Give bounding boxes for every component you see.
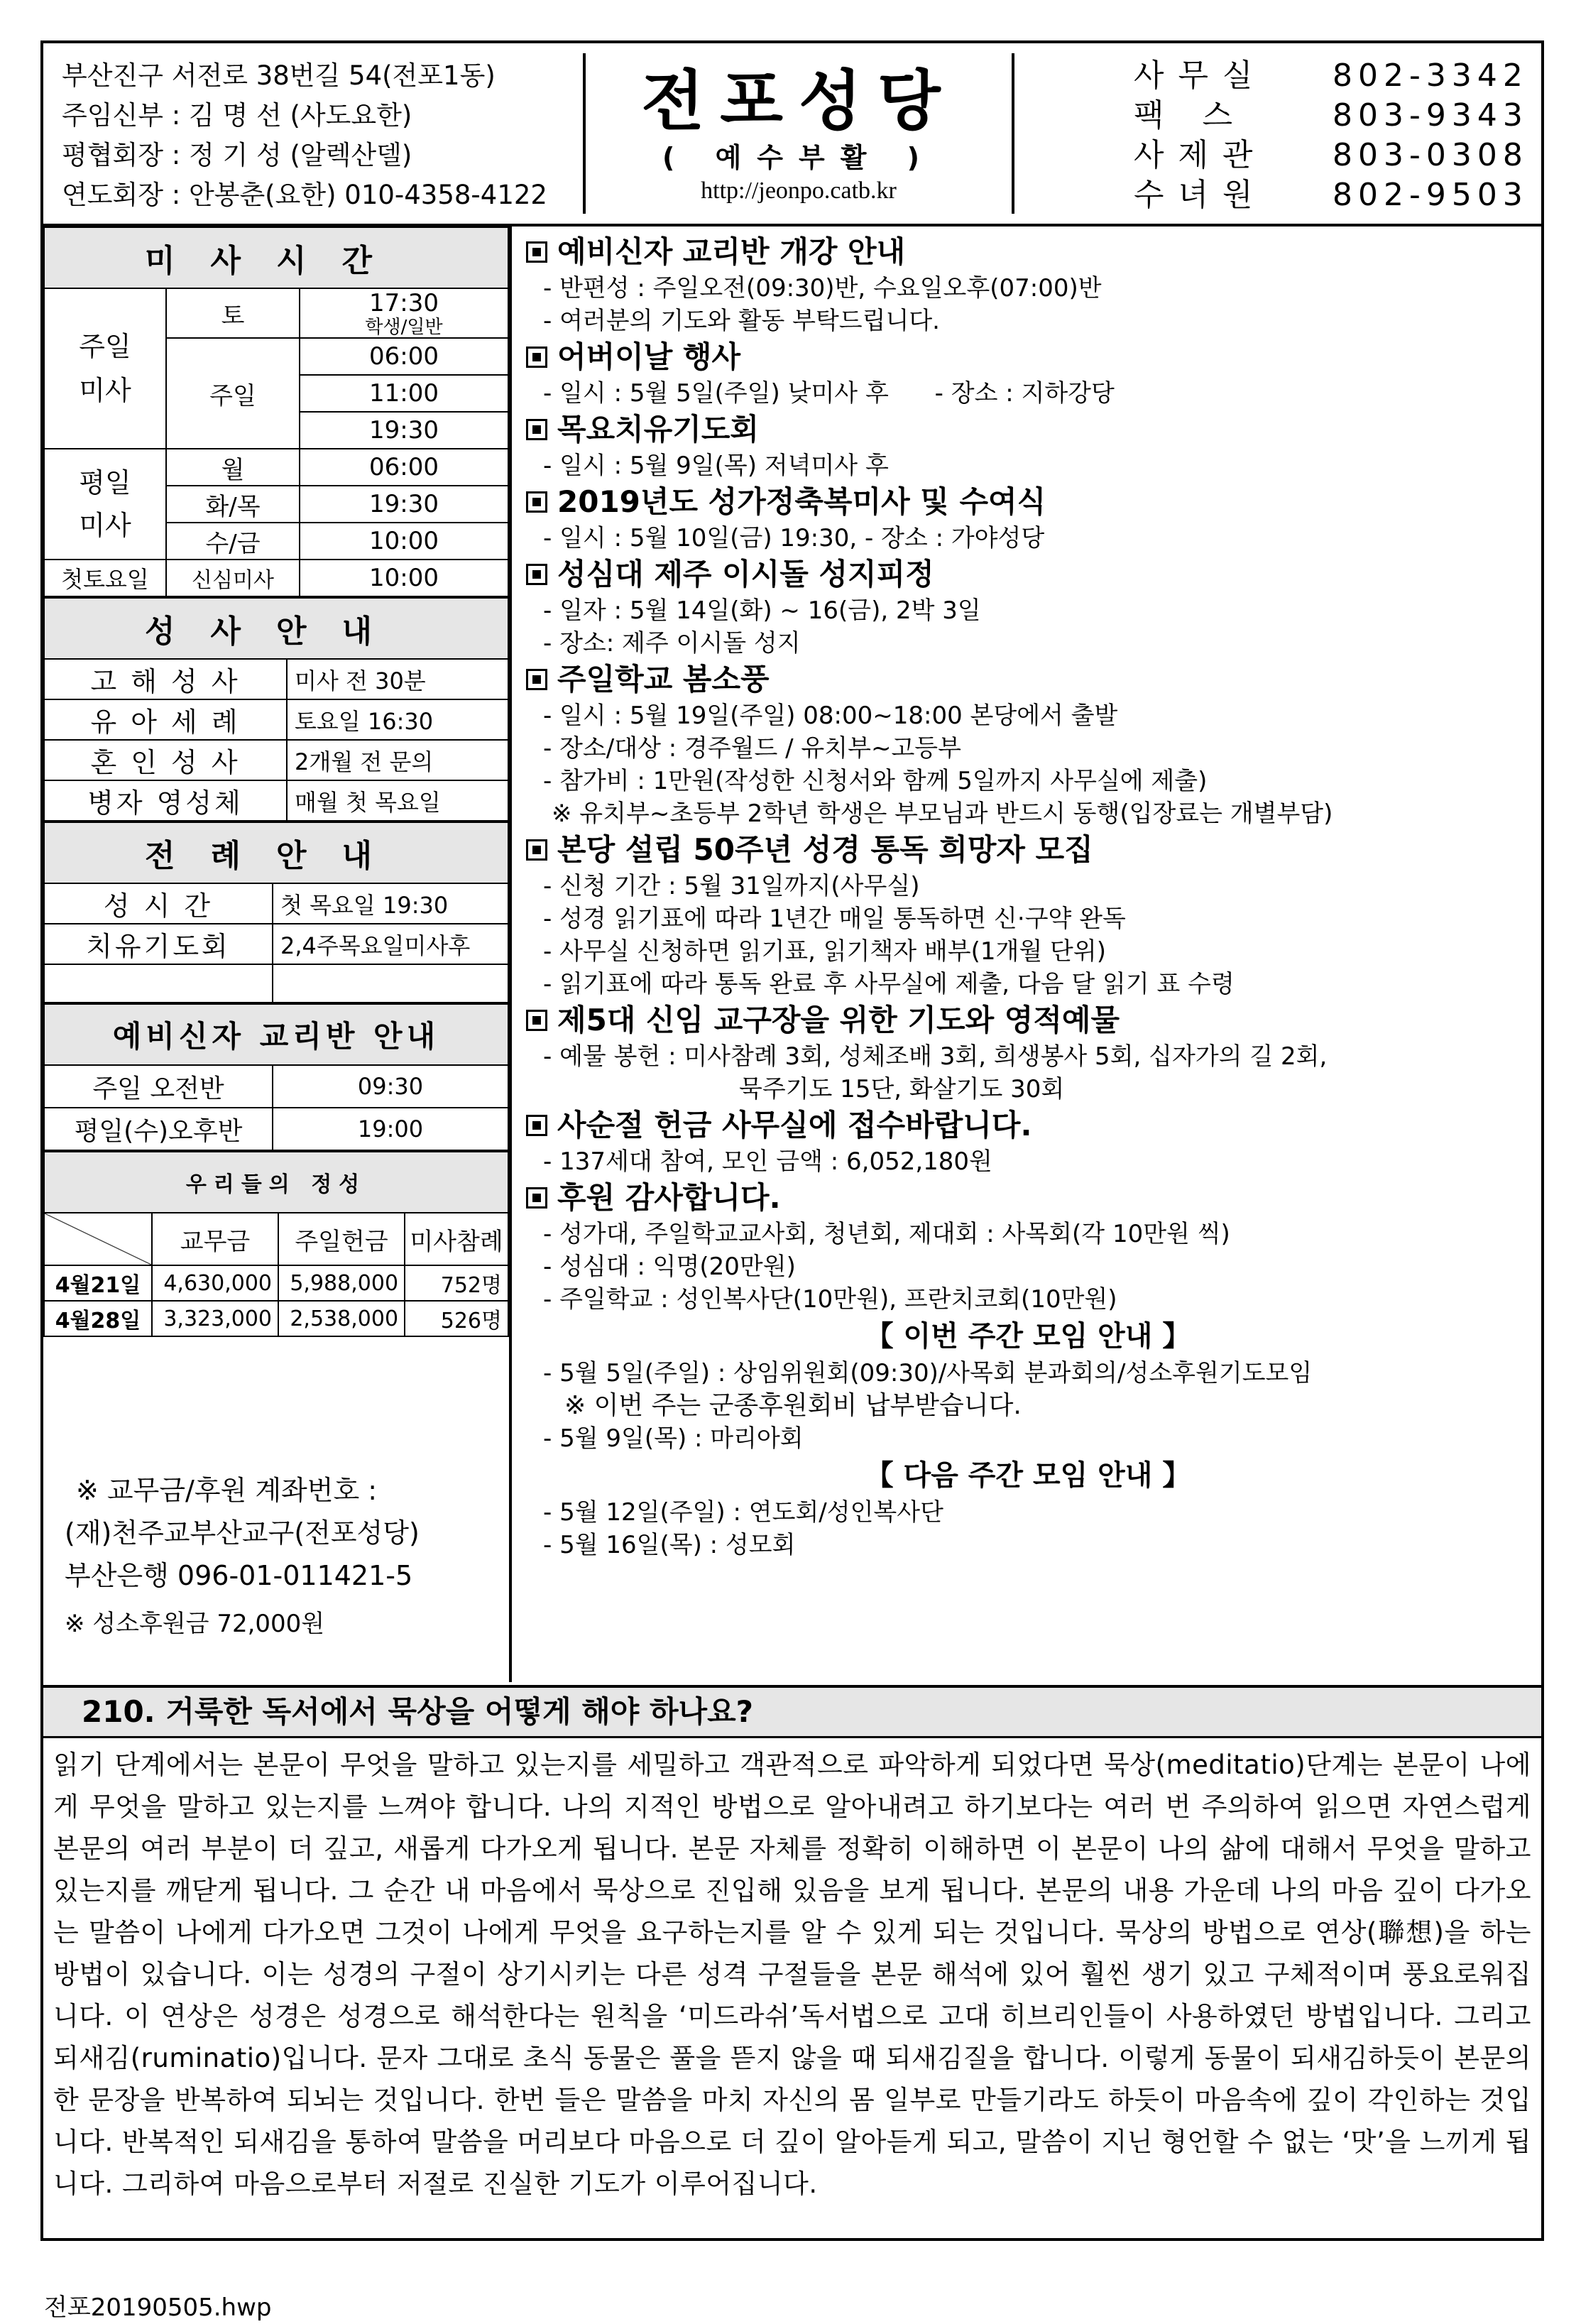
- notice-item: [526, 660, 1544, 830]
- sacrament-value: 미사 전 30분: [287, 659, 508, 699]
- notice-item: [526, 1178, 1544, 1316]
- bulletin-frame: [40, 40, 1544, 2241]
- firstsat-type: 신심미사: [166, 560, 300, 596]
- notice-title: 성심대 제주 이시돌 성지피정: [557, 557, 934, 591]
- weekday-mass-label-line: 평일: [79, 467, 131, 498]
- square-bullet-icon: [526, 1187, 547, 1209]
- contact-label: 사무실: [1134, 58, 1267, 94]
- notice-line: - 참가비 : 1만원(작성한 신청서와 함께 5일까지 사무실에 제출): [543, 767, 1208, 795]
- contact-number: 803-0308: [1333, 137, 1528, 173]
- sunday-mass-label-line: 미사: [79, 375, 131, 406]
- contact-list: [1134, 56, 1528, 215]
- sun-time: 06:00: [300, 338, 508, 375]
- mass-schedule-table: [43, 227, 509, 597]
- square-bullet-icon: [526, 564, 547, 585]
- notice-line: - 일시 : 5월 9일(목) 저녁미사 후: [543, 452, 889, 480]
- contact-row: [1134, 96, 1528, 136]
- pastor: 주임신부 : 김 명 선 (사도요한): [62, 100, 412, 131]
- this-week-meetings: [526, 1357, 1544, 1455]
- empty-cell: [273, 964, 508, 1003]
- notice-title: 목요치유기도회: [557, 412, 760, 447]
- firstsat-label: 첫토요일: [44, 560, 166, 596]
- offering-row: [44, 1301, 508, 1336]
- catechism-essay: [43, 1685, 1541, 2205]
- legion-president: 연도회장 : 안봉춘(요한) 010-4358-4122: [62, 180, 547, 210]
- offering-value: 752명: [405, 1265, 508, 1301]
- contact-row: [1134, 136, 1528, 175]
- liturgy-label: 치유기도회: [44, 924, 273, 964]
- mon-label: 월: [166, 449, 300, 486]
- notice-line: - 사무실 신청하면 읽기표, 읽기책자 배부(1개월 단위): [543, 937, 1106, 966]
- council-president: 평협회장 : 정 기 성 (알렉산델): [62, 140, 412, 170]
- offering-table: [43, 1151, 509, 1337]
- notice-note: ※ 유치부~초등부 2학년 학생은 부모님과 반드시 동행(입장료는 개별부담): [552, 800, 1333, 828]
- tuethu-label: 화/목: [166, 486, 300, 523]
- sacrament-value: 2개월 전 문의: [287, 740, 508, 780]
- account-line: (재)천주교부산교구(전포성당): [65, 1517, 420, 1549]
- notice-item: [526, 232, 1544, 337]
- sat-time-value: 17:30: [369, 289, 439, 317]
- contact-label: 수녀원: [1134, 177, 1267, 213]
- notice-title: 주일학교 봄소풍: [557, 662, 770, 697]
- offering-value: 3,323,000: [152, 1301, 278, 1336]
- catechumen-time: 09:30: [273, 1065, 508, 1108]
- catechumen-time: 19:00: [273, 1108, 508, 1150]
- catechumen-heading: 예비신자 교리반 안내: [44, 1004, 508, 1065]
- notice-line: - 137세대 참여, 모인 금액 : 6,052,180원: [543, 1147, 992, 1176]
- square-bullet-icon: [526, 839, 547, 861]
- weekday-mass-label-line: 미사: [79, 510, 131, 541]
- notice-title: 2019년도 성가정축복미사 및 수여식: [557, 484, 1046, 519]
- liturgy-label: 성 시 간: [44, 883, 273, 924]
- meeting-note: ※ 이번 주는 군종후원회비 납부받습니다.: [564, 1391, 1022, 1420]
- offering-col-header: 교무금: [152, 1213, 278, 1265]
- next-week-heading: 【 다음 주간 모임 안내 】: [865, 1459, 1191, 1492]
- notice-line: - 읽기표에 따라 통독 완료 후 사무실에 제출, 다음 달 읽기 표 수령: [543, 970, 1235, 998]
- tuethu-time: 19:30: [300, 486, 508, 523]
- contact-number: 802-9503: [1333, 177, 1528, 213]
- square-bullet-icon: [526, 1010, 547, 1031]
- contact-label: 사제관: [1134, 137, 1267, 173]
- offering-heading: 우리들의 정성: [44, 1152, 508, 1213]
- sun-label: 주일: [166, 338, 300, 449]
- sat-time-note: 학생/일반: [365, 317, 443, 338]
- this-week-heading: 【 이번 주간 모임 안내 】: [865, 1320, 1191, 1353]
- offering-col-header: 미사참례: [405, 1213, 508, 1265]
- notice-line: - 예물 봉헌 : 미사참례 3회, 성체조배 3회, 희생봉사 5회, 십자가의 길 2회,: [543, 1042, 1328, 1071]
- square-bullet-icon: [526, 491, 547, 513]
- notice-line: - 일자 : 5월 14일(화) ~ 16(금), 2박 3일: [543, 596, 981, 625]
- notice-item: [526, 1000, 1544, 1106]
- notice-title: 후원 감사합니다.: [557, 1180, 781, 1215]
- notice-title: 예비신자 교리반 개강 안내: [557, 234, 906, 269]
- contact-label: 팩 스: [1134, 97, 1247, 133]
- sacrament-value: 매월 첫 목요일: [287, 780, 508, 821]
- sunday-mass-label: [44, 288, 166, 449]
- contact-number: 803-9343: [1333, 97, 1528, 133]
- diagonal-cell: [44, 1213, 152, 1265]
- firstsat-time: 10:00: [300, 560, 508, 596]
- sacrament-label: 고 해 성 사: [44, 659, 287, 699]
- account-line: ※ 교무금/후원 계좌번호 :: [76, 1475, 378, 1506]
- left-column: [43, 227, 512, 1682]
- account-info: [65, 1469, 420, 1645]
- next-week-meetings: [526, 1496, 1544, 1561]
- meeting-line: - 5월 9일(목) : 마리아회: [543, 1424, 804, 1453]
- meeting-line: - 5월 5일(주일) : 상임위원회(09:30)/사목회 분과회의/성소후원기도모임: [543, 1359, 1313, 1387]
- catechumen-table: [43, 1003, 509, 1151]
- header: [43, 43, 1541, 227]
- notice-line: - 성가대, 주일학교교사회, 청년회, 제대회 : 사목회(각 10만원 씩): [543, 1220, 1230, 1248]
- sacrament-table: [43, 597, 509, 822]
- sacrament-label: 유 아 세 례: [44, 699, 287, 740]
- notice-item: [526, 830, 1544, 1000]
- notices-column: [512, 227, 1544, 1561]
- contact-row: [1134, 56, 1528, 96]
- sacrament-value: 토요일 16:30: [287, 699, 508, 740]
- sacrament-heading: 성사안내: [44, 598, 508, 659]
- notice-title: 어버이날 행사: [557, 339, 741, 374]
- wedfri-time: 10:00: [300, 523, 508, 560]
- title-box: [583, 53, 1014, 214]
- notice-line: - 성경 읽기표에 따라 1년간 매일 통독하면 신·구약 완독: [543, 905, 1126, 933]
- notice-line: - 일시 : 5월 5일(주일) 낮미사 후 - 장소 : 지하강당: [543, 379, 1115, 408]
- notice-line: - 성심대 : 익명(20만원): [543, 1253, 796, 1281]
- sat-time: [300, 288, 508, 338]
- liturgy-heading: 전례안내: [44, 822, 508, 883]
- offering-date: 4월28일: [44, 1301, 152, 1336]
- meeting-line: - 5월 16일(목) : 성모회: [543, 1531, 796, 1559]
- sunday-mass-label-line: 주일: [79, 331, 131, 362]
- notice-item: [526, 337, 1544, 410]
- notice-item: [526, 482, 1544, 555]
- account-line: 부산은행 096-01-011421-5: [65, 1560, 413, 1591]
- offering-value: 4,630,000: [152, 1265, 278, 1301]
- notice-item: [526, 555, 1544, 660]
- offering-col-header: 주일헌금: [278, 1213, 405, 1265]
- contact-number: 802-3342: [1333, 58, 1528, 94]
- square-bullet-icon: [526, 241, 547, 263]
- liturgy-value: 첫 목요일 19:30: [273, 883, 508, 924]
- offering-row: [44, 1265, 508, 1301]
- notice-item: [526, 410, 1544, 482]
- mass-heading: 미사시간: [44, 227, 508, 288]
- notice-line: - 일시 : 5월 10일(금) 19:30, - 장소 : 가야성당: [543, 524, 1045, 552]
- meeting-line: - 5월 12일(주일) : 연도회/성인복사단: [543, 1498, 943, 1527]
- essay-title: 210. 거룩한 독서에서 묵상을 어떻게 해야 하나요?: [43, 1688, 1541, 1738]
- weekday-mass-label: [44, 449, 166, 560]
- notice-line: - 장소/대상 : 경주월드 / 유치부~고등부: [543, 734, 961, 763]
- notice-title: 본당 설립 50주년 성경 통독 희망자 모집: [557, 832, 1093, 867]
- notice-line: - 장소: 제주 이시돌 성지: [543, 629, 801, 658]
- vocation-fund: ※ 성소후원금 72,000원: [65, 1610, 325, 1638]
- file-name: 전포20190505.hwp: [44, 2293, 272, 2322]
- parish-url[interactable]: http://jeonpo.catb.kr: [701, 178, 897, 204]
- notice-title: 제5대 신임 교구장을 위한 기도와 영적예물: [557, 1003, 1120, 1037]
- notice-line: - 일시 : 5월 19일(주일) 08:00~18:00 본당에서 출발: [543, 702, 1118, 730]
- offering-value: 5,988,000: [278, 1265, 405, 1301]
- mon-time: 06:00: [300, 449, 508, 486]
- parish-title: 전포성당: [641, 62, 956, 139]
- liturgy-value: 2,4주목요일미사후: [273, 924, 508, 964]
- square-bullet-icon: [526, 347, 547, 368]
- liturgy-table: [43, 822, 509, 1003]
- notice-line: - 반편성 : 주일오전(09:30)반, 수요일오후(07:00)반: [543, 274, 1102, 302]
- offering-value: 2,538,000: [278, 1301, 405, 1336]
- sun-time: 11:00: [300, 375, 508, 412]
- square-bullet-icon: [526, 669, 547, 690]
- square-bullet-icon: [526, 1115, 547, 1136]
- square-bullet-icon: [526, 419, 547, 440]
- notice-line: - 여러분의 기도와 활동 부탁드립니다.: [543, 307, 940, 335]
- offering-date: 4월21일: [44, 1265, 152, 1301]
- sat-label: 토: [166, 288, 300, 338]
- empty-cell: [44, 964, 273, 1003]
- catechumen-label: 평일(수)오후반: [44, 1108, 273, 1150]
- catechumen-label: 주일 오전반: [44, 1065, 273, 1108]
- notice-line: - 신청 기간 : 5월 31일까지(사무실): [543, 872, 920, 900]
- parish-info: [62, 56, 547, 215]
- address: 부산진구 서전로 38번길 54(전포1동): [62, 60, 496, 91]
- notice-title: 사순절 헌금 사무실에 접수바랍니다.: [557, 1108, 1032, 1142]
- sun-time: 19:30: [300, 412, 508, 449]
- wedfri-label: 수/금: [166, 523, 300, 560]
- notice-line: 묵주기도 15단, 화살기도 30회: [739, 1075, 1065, 1103]
- liturgical-subtitle: ( 예수부활 ): [662, 142, 936, 173]
- notice-line: - 주일학교 : 성인복사단(10만원), 프란치코회(10만원): [543, 1285, 1117, 1314]
- sacrament-label: 혼 인 성 사: [44, 740, 287, 780]
- contact-row: [1134, 175, 1528, 215]
- sacrament-label: 병자 영성체: [44, 780, 287, 821]
- essay-body: 읽기 단계에서는 본문이 무엇을 말하고 있는지를 세밀하고 객관적으로 파악하게 되었다면 묵상(meditatio)단계는 본문이 나에게 무엇을 말하고 있는지를 느껴야 합니다. 나의 지적인 방법으로 알아내려고 하기보다는 여러 번 주의하여 읽으면 자연스럽게 본문의 여러 부분이 더 깊고, 새롭게 다가오게 됩니다. 본문 자체를 정확히 이해하면 이 본문이 나의 삶에 대해서 무엇을 말하고 있는지를 깨닫게 됩니다. 그 순간 내 마음에서 묵상으로 진입해 있음을 보게 됩니다. 본문의 내용 가운데 나의 마음 깊이 다가오는 말씀이 나에게 다가오면 그것이 나에게 무엇을 요구하는지를 알 수 있게 되는 것입니다. 묵상의 방법으로 연상(聯想)을 하는 방법이 있습니다. 이는 성경의 구절이 상기시키는 다른 성격 구절들을 본문 해석에 있어 훨씬 생기 있고 구체적이며 풍요로워집니다. 이 연상은 성경은 성경으로 해석한다는 원칙을 ‘미드라쉬’독서법으로 고대 히브리인들이 사용하였던 방법입니다. 그리고 되새김(ruminatio)입니다. 문자 그대로 초식 동물은 풀을 뜯지 않을 때 되새김질을 합니다. 이렇게 동물이 되새김하듯이 본문의 한 문장을 반복하여 되뇌는 것입니다. 한번 들은 말씀을 마치 자신의 몸 일부로 만들기라도 하듯이 마음속에 깊이 각인하는 것입니다. 반복적인 되새김을 통하여 말씀을 머리보다 마음으로 더 깊이 알아듣게 되고, 말씀이 지닌 형언할 수 없는 ‘맛’을 느끼게 됩니다. 그리하여 마음으로부터 저절로 진실한 기도가 이루어집니다.: [53, 1750, 1531, 2199]
- offering-value: 526명: [405, 1301, 508, 1336]
- notice-item: [526, 1106, 1544, 1178]
